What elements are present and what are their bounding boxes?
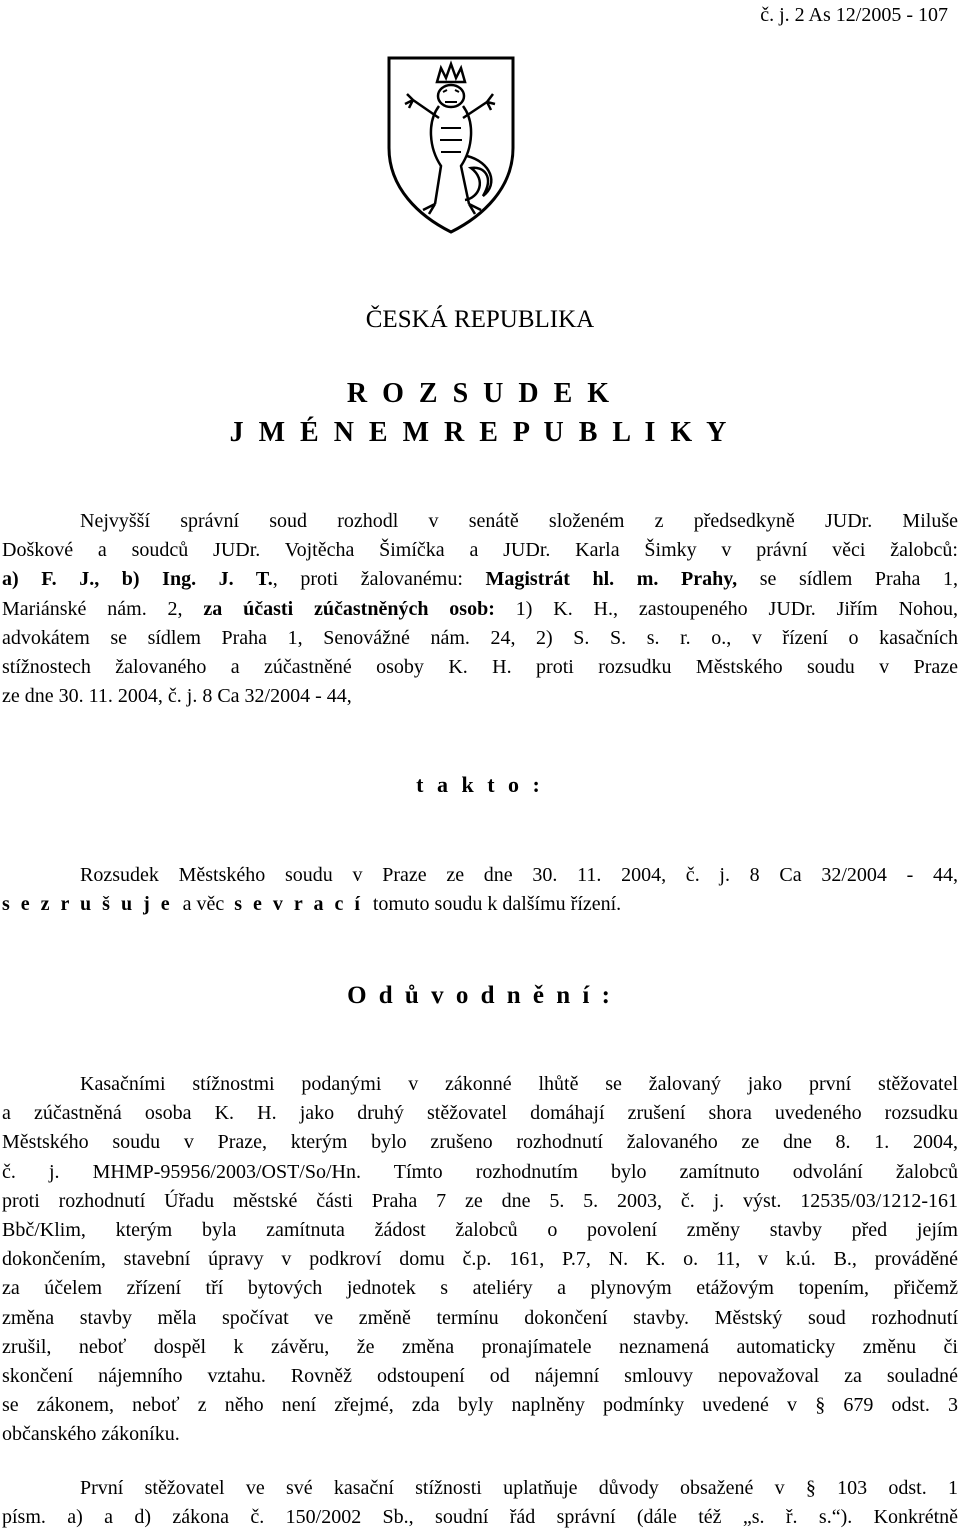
reasoning-line: Městského soudu v Praze, kterým bylo zrušeno rozhodnutí žalovaného ze dne 8. 1. 2004,: [2, 1131, 958, 1154]
reasoning-line: a zúčastněná osoba K. H. jako druhý stěžovatel domáhají zrušení shora uvedeného rozsudku: [2, 1102, 958, 1125]
intro-text: , proti žalovanému:: [272, 568, 463, 591]
reasoning-line: proti rozhodnutí Úřadu městské části Praha 7 ze dne 5. 5. 2003, č. j. výst. 12535/03/1212-161: [2, 1189, 958, 1212]
verdict-line: [2, 890, 958, 919]
reasoning-line: za účelem zřízení tří bytových jednotek s ateliéry a plynovým etážovým topením, přičemž: [2, 1277, 958, 1300]
intro-line: Doškové a soudců JUDr. Vojtěcha Šimíčka a JUDr. Karla Šimky v právní věci žalobců:: [2, 539, 958, 562]
intro-text: Mariánské nám. 2,: [2, 597, 183, 620]
intro-line: stížnostech žalovaného a zúčastněné osoby K. H. proti rozsudku Městského soudu v Praze: [2, 655, 958, 678]
plaintiffs-names: a) F. J., b) Ing. J. T.: [2, 568, 273, 591]
intro-line: [2, 565, 958, 594]
defendant-name: Magistrát hl. m. Prahy,: [485, 568, 738, 591]
in-name-of-republic-title: J M É N E M R E P U B L I K Y: [229, 417, 731, 448]
verdict-text: a věc: [182, 893, 225, 916]
reasoning-line: č. j. MHMP-95956/2003/OST/So/Hn. Tímto rozhodnutím bylo zamítnuto odvolání žalobců: [2, 1160, 958, 1183]
reasoning-line: se zákonem, neboť z něho není zřejmé, zda byly naplněny podmínky uvedené v § 679 odst. 3: [2, 1394, 958, 1417]
participants-label: za účasti zúčastněných osob:: [203, 597, 495, 620]
reasoning-line: písm. a) a d) zákona č. 150/2002 Sb., soudní řád správní (dále též „s. ř. s.“). Konkrétně: [2, 1506, 958, 1529]
country-heading: ČESKÁ REPUBLIKA: [365, 306, 595, 333]
intro-line: Nejvyšší správní soud rozhodl v senátě složeném z předsedkyně JUDr. Miluše: [80, 510, 958, 532]
verdict-line: Rozsudek Městského soudu v Praze ze dne 30. 11. 2004, č. j. 8 Ca 32/2004 - 44,: [80, 864, 958, 886]
intro-text: se sídlem Praha 1,: [759, 568, 959, 591]
reasoning-line: změna stavby měla spočívat ve změně termínu dokončení stavby. Městský soud rozhodnutí: [2, 1306, 958, 1329]
case-reference: č. j. 2 As 12/2005 - 107: [760, 4, 948, 26]
reasoning-line: dokončením, stavební úpravy v podkroví domu č.p. 161, P.7, N. K. o. 11, v k.ú. B., prováděné: [2, 1248, 958, 1271]
verdict-paragraph: [2, 861, 958, 919]
reasoning-line: Kasačními stížnostmi podanými v zákonné lhůtě se žalovaný jako první stěžovatel: [80, 1073, 958, 1095]
intro-line: ze dne 30. 11. 2004, č. j. 8 Ca 32/2004 - 44,: [2, 685, 352, 708]
reasoning-paragraph-2: [2, 1474, 958, 1532]
judgment-title: R O Z S U D E K: [346, 378, 614, 409]
annuls-phrase: s e z r u š u j e: [2, 893, 173, 916]
reasoning-line: občanského zákoníku.: [2, 1423, 180, 1446]
intro-text: 1) K. H., zastoupeného JUDr. Jiřím Nohou,: [515, 597, 959, 620]
czech-lion-coat-of-arms-icon: [383, 52, 519, 236]
intro-line: advokátem se sídlem Praha 1, Senovážné nám. 24, 2) S. S. s. r. o., v řízení o kasačních: [2, 626, 958, 649]
reasoning-line: zrušil, neboť dospěl k závěru, že změna pronajímatele neznamená automaticky změnu či: [2, 1335, 958, 1358]
reasoning-heading: O d ů v o d n ě n í :: [347, 982, 613, 1009]
verdict-heading: t a k t o :: [416, 772, 544, 797]
reasoning-line: skončení nájemního vztahu. Rovněž odstoupení od nájemní smlouvy nepovažoval za souladné: [2, 1364, 958, 1387]
reasoning-paragraph-1: [2, 1070, 958, 1449]
verdict-text: tomuto soudu k dalšímu řízení.: [372, 893, 622, 916]
reasoning-line: Bbč/Klim, kterým byla zamítnuta žádost žalobců o povolení změny stavby před jejím: [2, 1218, 958, 1241]
intro-line: [2, 595, 958, 624]
returns-phrase: s e v r a c í: [234, 893, 363, 916]
intro-paragraph: [2, 507, 958, 711]
reasoning-line: První stěžovatel ve své kasační stížnosti uplatňuje důvody obsažené v § 103 odst. 1: [80, 1477, 958, 1499]
